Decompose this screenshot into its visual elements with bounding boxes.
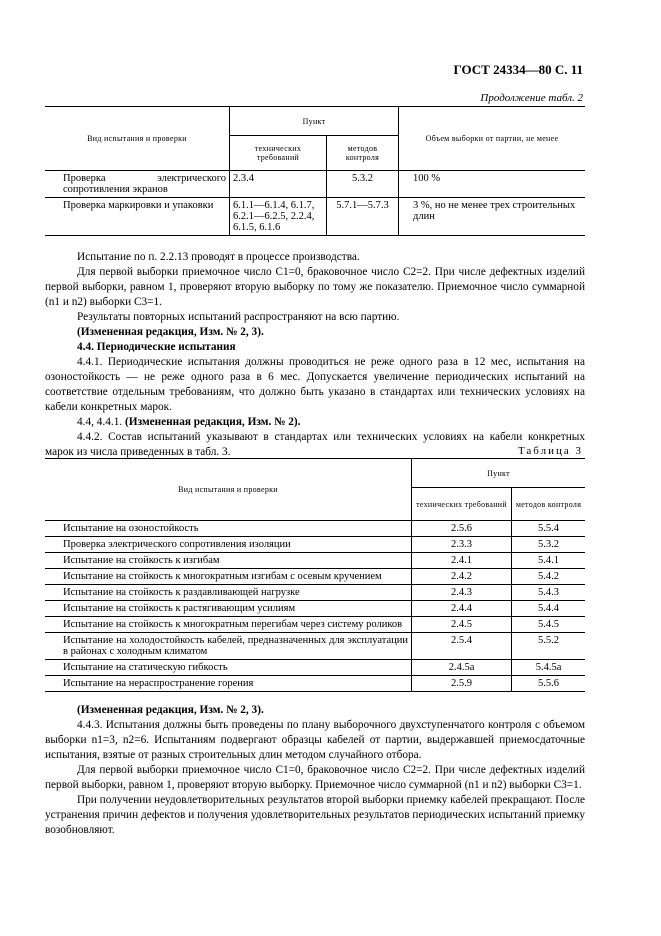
cell-method: 5.5.2 (512, 633, 585, 660)
amendment-note: (Измененная редакция, Изм. № 2, 3). (77, 704, 264, 716)
cell-method: 5.4.4 (512, 601, 585, 617)
cell-tech: 2.5.4 (412, 633, 512, 660)
cell-tech: 2.5.6 (412, 521, 512, 537)
cell-tech: 2.4.5а (412, 660, 512, 676)
table-row (45, 617, 585, 633)
paragraph: 4.4.1. Периодические испытания должны проводиться не реже одного раза в 12 мес, испытания на озоностойкость — не реже одного раза в 6 мес. Допускается увеличение периодических испытаний на соответствие отдельным требованиям, что должно быть указано в стандартах или технических условиях на кабели конкретных марок. (45, 356, 585, 413)
table-row (45, 521, 585, 537)
amendment-note: (Измененная редакция, Изм. № 2). (125, 416, 301, 428)
table-3-label: Таблица 3 (517, 445, 583, 457)
paragraph: Для первой выборки приемочное число C1=0, браковочное число C2=2. При числе дефектных изделий первой выборки, равном 1, проверяют вторую выборку. Приемочное число суммарной (n1 и n2) выборки C3=1. (45, 764, 585, 791)
cell-test: Проверка электрического сопротивления экранов (45, 171, 230, 198)
cell-method: 5.4.5 (512, 617, 585, 633)
page-header: ГОСТ 24334—80 С. 11 (453, 62, 583, 77)
cell-test: Испытание на стойкость к многократным изгибам с осевым кручением (45, 569, 412, 585)
cell-method: 5.3.2 (512, 537, 585, 553)
paragraph: 4.4.3. Испытания должны быть проведены по плану выборочного двухступенчатого контроля с объемом выборки n1=3, n2=6. Испытаниям подвергают образцы кабелей от партии, выдержавшей приемосдаточные испытания, взятые от разных строительных длин методом случайного отбора. (45, 719, 585, 761)
cell-tech: 2.5.9 (412, 676, 512, 692)
section-heading: 4.4. Периодические испытания (77, 341, 236, 353)
cell-method: 5.4.1 (512, 553, 585, 569)
cell-test: Испытание на стойкость к изгибам (45, 553, 412, 569)
text-block-2 (45, 703, 585, 838)
cell-test: Испытание на нераспространение горения (45, 676, 412, 692)
cell-tech: 2.3.4 (230, 171, 327, 198)
text-block-1 (45, 250, 585, 460)
cell-method: 5.4.5а (512, 660, 585, 676)
cell-test: Проверка маркировки и упаковки (45, 198, 230, 236)
col-header-volume: Объем выборки от партии, не менее (399, 107, 586, 171)
cell-method: 5.5.6 (512, 676, 585, 692)
paragraph: При получении неудовлетворительных результатов второй выборки приемку кабелей прекращают. После устранения причин дефектов и получения удовлетворительных результатов периодических испытаний приемку возобновляют. (45, 794, 585, 836)
paragraph: Результаты повторных испытаний распространяют на всю партию. (77, 311, 400, 323)
table-row (45, 585, 585, 601)
cell-tech: 2.3.3 (412, 537, 512, 553)
col-header-item: Пункт (412, 459, 586, 488)
amendment-line (45, 415, 585, 430)
cell-tech: 2.4.3 (412, 585, 512, 601)
paragraph: Для первой выборки приемочное число C1=0, браковочное число C2=2. При числе дефектных изделий первой выборки, равном 1, проверяют вторую выборку по тому же показателю. Приемочное число суммарной (n1 и n2) выборки C3=1. (45, 266, 585, 308)
clause-numbers: 4.4, 4.4.1. (77, 416, 126, 428)
cell-tech: 2.4.2 (412, 569, 512, 585)
table-row (45, 601, 585, 617)
cell-tech: 2.4.4 (412, 601, 512, 617)
cell-method: 5.4.3 (512, 585, 585, 601)
cell-tech: 2.4.5 (412, 617, 512, 633)
table-row (45, 633, 585, 660)
cell-test: Испытание на стойкость к многократным перегибам через систему роликов (45, 617, 412, 633)
cell-volume: 3 %, но не менее трех строительных длин (399, 198, 586, 236)
table-row (45, 569, 585, 585)
col-header-method: методов контроля (512, 488, 585, 521)
cell-method: 5.5.4 (512, 521, 585, 537)
cell-test: Испытание на стойкость к раздавливающей нагрузке (45, 585, 412, 601)
amendment-note: (Измененная редакция, Изм. № 2, 3). (77, 326, 264, 338)
cell-method: 5.3.2 (327, 171, 399, 198)
table-row (45, 537, 585, 553)
cell-method: 5.4.2 (512, 569, 585, 585)
col-header-item: Пункт (230, 107, 399, 136)
table-row (45, 660, 585, 676)
paragraph: 4.4.2. Состав испытаний указывают в стандартах или технических условиях на кабели конкретных марок из числа приведенных в табл. 3. (45, 431, 585, 458)
cell-tech: 2.4.1 (412, 553, 512, 569)
cell-test: Испытание на озоностойкость (45, 521, 412, 537)
table-continuation-label: Продолжение табл. 2 (480, 92, 583, 104)
cell-test: Проверка электрического сопротивления изоляции (45, 537, 412, 553)
cell-test: Испытание на стойкость к растягивающим усилиям (45, 601, 412, 617)
table-row (45, 676, 585, 692)
cell-test: Испытание на холодостойкость кабелей, предназначенных для эксплуатации в районах с холодным климатом (45, 633, 412, 660)
cell-method: 5.7.1—5.7.3 (327, 198, 399, 236)
table-2 (45, 106, 585, 236)
paragraph: Испытание по п. 2.2.13 проводят в процессе производства. (77, 251, 360, 263)
col-header-test: Вид испытания и проверки (45, 459, 412, 521)
col-header-test: Вид испытания и проверки (45, 107, 230, 171)
col-header-method: методов контроля (327, 136, 399, 171)
col-header-tech: технических требований (412, 488, 512, 521)
cell-volume: 100 % (399, 171, 586, 198)
cell-tech: 6.1.1—6.1.4, 6.1.7, 6.2.1—6.2.5, 2.2.4, 6.1.5, 6.1.6 (230, 198, 327, 236)
table-row (45, 198, 585, 236)
cell-test: Испытание на статическую гибкость (45, 660, 412, 676)
table-row (45, 171, 585, 198)
table-3 (45, 458, 585, 692)
col-header-tech: технических требований (230, 136, 327, 171)
table-row (45, 553, 585, 569)
